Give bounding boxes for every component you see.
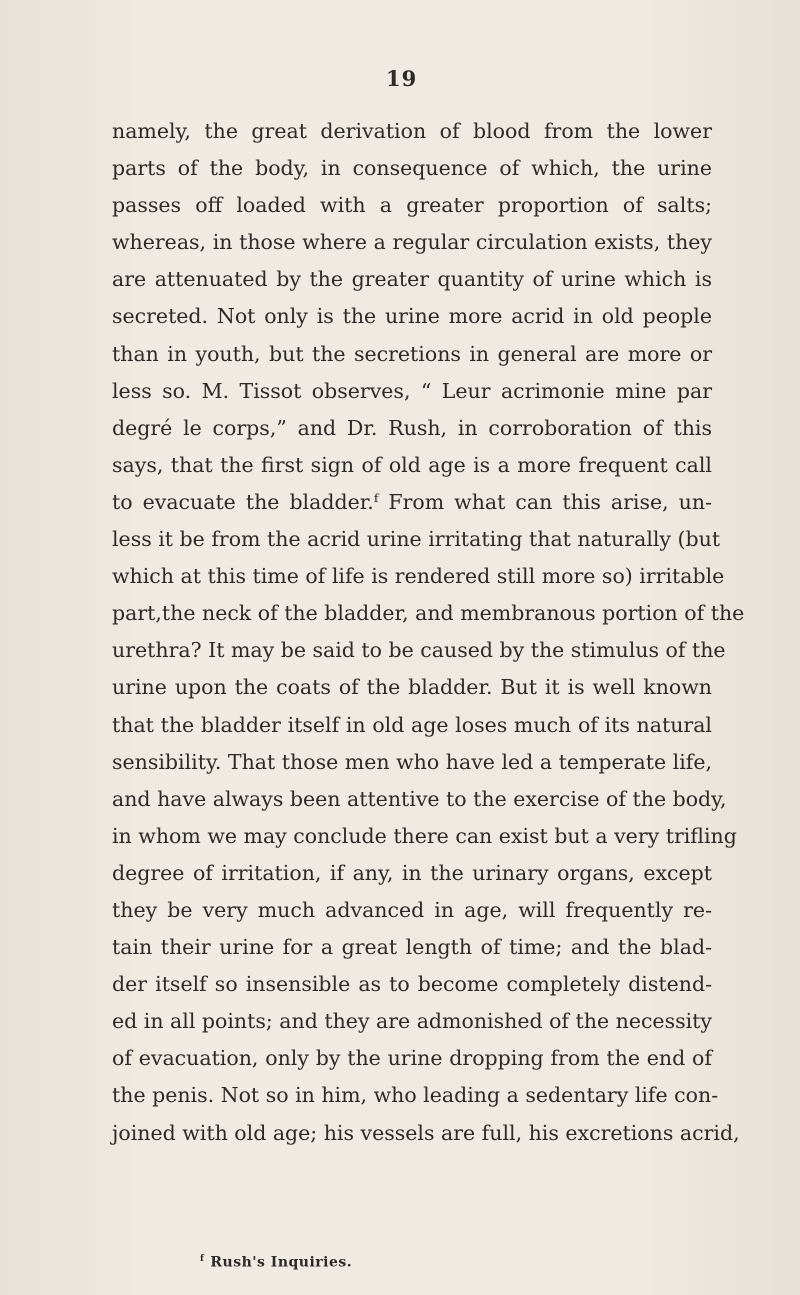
text-line: urine upon the coats of the bladder. But it is well known <box>112 675 712 700</box>
text-line: degré le corps,” and Dr. Rush, in corroboration of this <box>112 415 712 440</box>
text-line: are attenuated by the greater quantity of urine which is <box>112 267 712 292</box>
text-line: joined with old age; his vessels are full, his excretions acrid, <box>112 1120 740 1145</box>
text-line: than in youth, but the secretions in general are more or <box>112 341 712 366</box>
text-line: the penis. Not so in him, who leading a sedentary life con- <box>112 1083 719 1108</box>
text-line: of evacuation, only by the urine dropping from the end of <box>112 1046 712 1071</box>
text-line: which at this time of life is rendered still more so) irritable <box>112 564 725 589</box>
body-text <box>112 113 745 1152</box>
text-line: that the bladder itself in old age loses much of its natural <box>112 712 712 737</box>
text-line: part,the neck of the bladder, and membranous portion of the <box>112 601 745 626</box>
text-line: secreted. Not only is the urine more acrid in old people <box>112 304 712 329</box>
text-line: namely, the great derivation of blood from the lower <box>112 119 712 143</box>
text-line: ed in all points; and they are admonished of the necessity <box>112 1009 712 1034</box>
text-line: tain their urine for a great length of time; and the blad- <box>112 935 712 960</box>
text-line: less it be from the acrid urine irritating that naturally (but <box>112 527 721 552</box>
text-line: der itself so insensible as to become completely distend- <box>112 972 712 997</box>
text-line: they be very much advanced in age, will frequently re- <box>112 897 712 922</box>
text-line: degree of irritation, if any, in the urinary organs, except <box>112 860 712 885</box>
text-line: and have always been attentive to the exercise of the body, <box>112 786 727 811</box>
text-line: less so. M. Tissot observes, “ Leur acrimonie mine par <box>112 378 712 403</box>
footnote-text: Rush's Inquiries. <box>210 1254 353 1271</box>
text-line: parts of the body, in consequence of which, the urine <box>112 156 712 181</box>
text-line: sensibility. That those men who have led a temperate life, <box>112 749 712 774</box>
text-line: in whom we may conclude there can exist but a very trifling <box>112 823 737 848</box>
text-line: says, that the first sign of old age is a more frequent call <box>112 452 712 477</box>
text-line: to evacuate the bladder.ᶠ From what can this arise, un- <box>112 489 712 514</box>
text-line: whereas, in those where a regular circulation exists, they <box>112 230 712 255</box>
text-line: urethra? It may be said to be caused by the stimulus of the <box>112 638 726 663</box>
text-line: passes off loaded with a greater proportion of salts; <box>112 193 712 218</box>
footnote-marker: f <box>200 1254 205 1264</box>
page-number: 19 <box>386 66 418 91</box>
footnote <box>200 1254 352 1271</box>
